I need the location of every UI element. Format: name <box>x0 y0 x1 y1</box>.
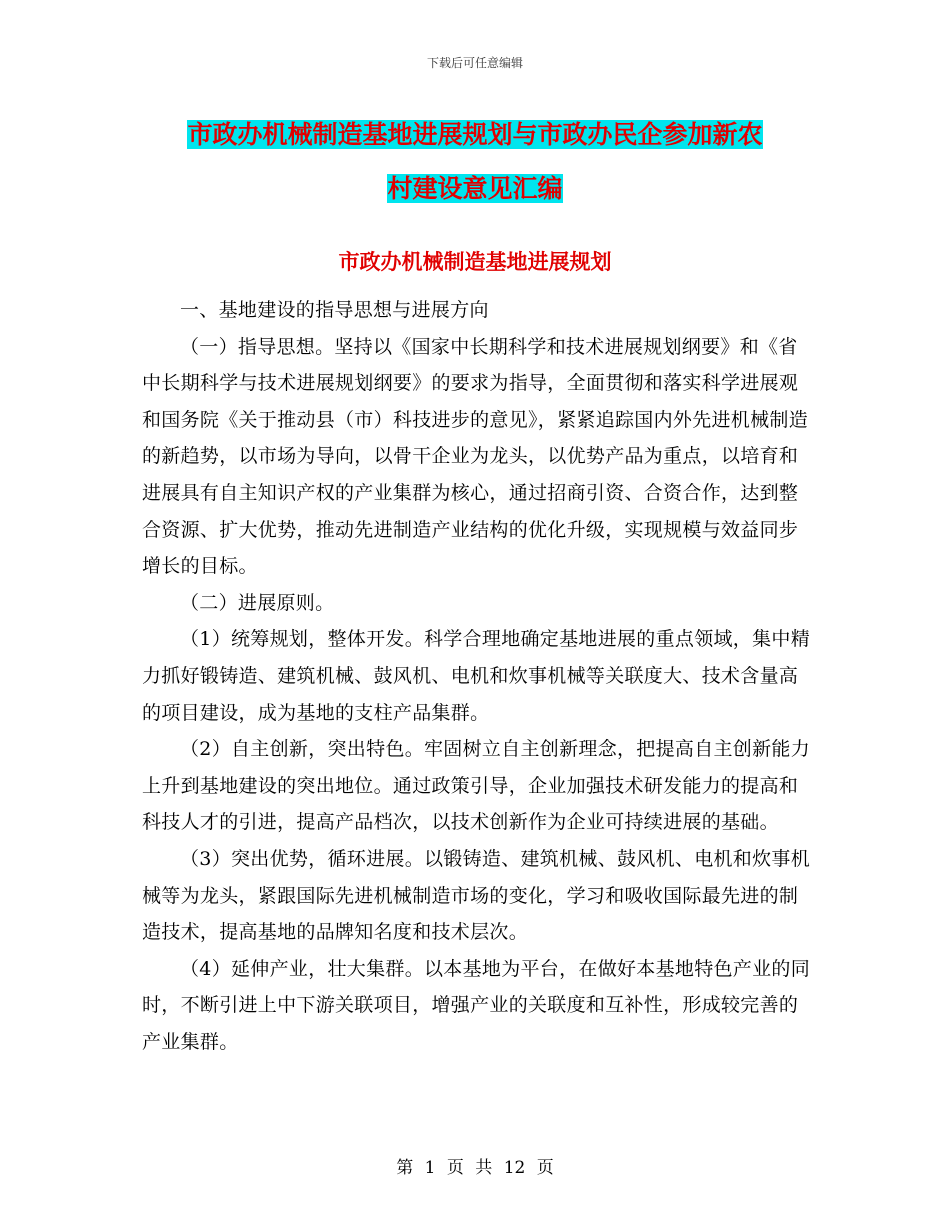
paragraph: （4）延伸产业，壮大集群。以本基地为平台，在做好本基地特色产业的同时，不断引进上中下游关联项目，增强产业的关联度和互补性，形成较完善的产业集群。 <box>142 957 810 1053</box>
paragraph: （1）统筹规划，整体开发。科学合理地确定基地进展的重点领域，集中精力抓好锻铸造、建筑机械、鼓风机、电机和炊事机械等关联度大、技术含量高的项目建设，成为基地的支柱产品集群。 <box>142 628 810 724</box>
paragraph-heading: 一、基地建设的指导思想与进展方向 <box>180 299 489 321</box>
paragraph: （一）指导思想。坚持以《国家中长期科学和技术进展规划纲要》和《省中长期科学与技术进展规划纲要》的要求为指导，全面贯彻和落实科学进展观和国务院《关于推动县（市）科技进步的意见》，紧紧追踪国内外先进机械制造的新趋势，以市场为导向，以骨干企业为龙头，以优势产品为重点，以培育和进展具有自主知识产权的产业集群为核心，通过招商引资、合资合作，达到整合资源、扩大优势，推动先进制造产业结构的优化升级，实现规模与效益同步增长的目标。 <box>142 335 809 578</box>
header-note: 下载后可任意编辑 <box>426 56 523 70</box>
paragraph: （2）自主创新，突出特色。牢固树立自主创新理念，把提高自主创新能力上升到基地建设的突出地位。通过政策引导，企业加强技术研发能力的提高和科技人才的引进，提高产品档次，以技术创新作为企业可持续进展的基础。 <box>142 738 810 834</box>
document-title <box>0 108 950 216</box>
document-body <box>142 292 814 1060</box>
document-title-line-2: 村建设意见汇编 <box>387 174 563 203</box>
document-title-line-1: 市政办机械制造基地进展规划与市政办民企参加新农 <box>187 120 763 149</box>
section-title: 市政办机械制造基地进展规划 <box>338 250 612 274</box>
paragraph-subheading: （二）进展原则。 <box>180 591 335 614</box>
paragraph: （3）突出优势，循环进展。以锻铸造、建筑机械、鼓风机、电机和炊事机械等为龙头，紧跟国际先进机械制造市场的变化，学习和吸收国际最先进的制造技术，提高基地的品牌知名度和技术层次。 <box>142 847 810 944</box>
page-footer: 第 1 页 共 12 页 <box>396 1158 554 1178</box>
